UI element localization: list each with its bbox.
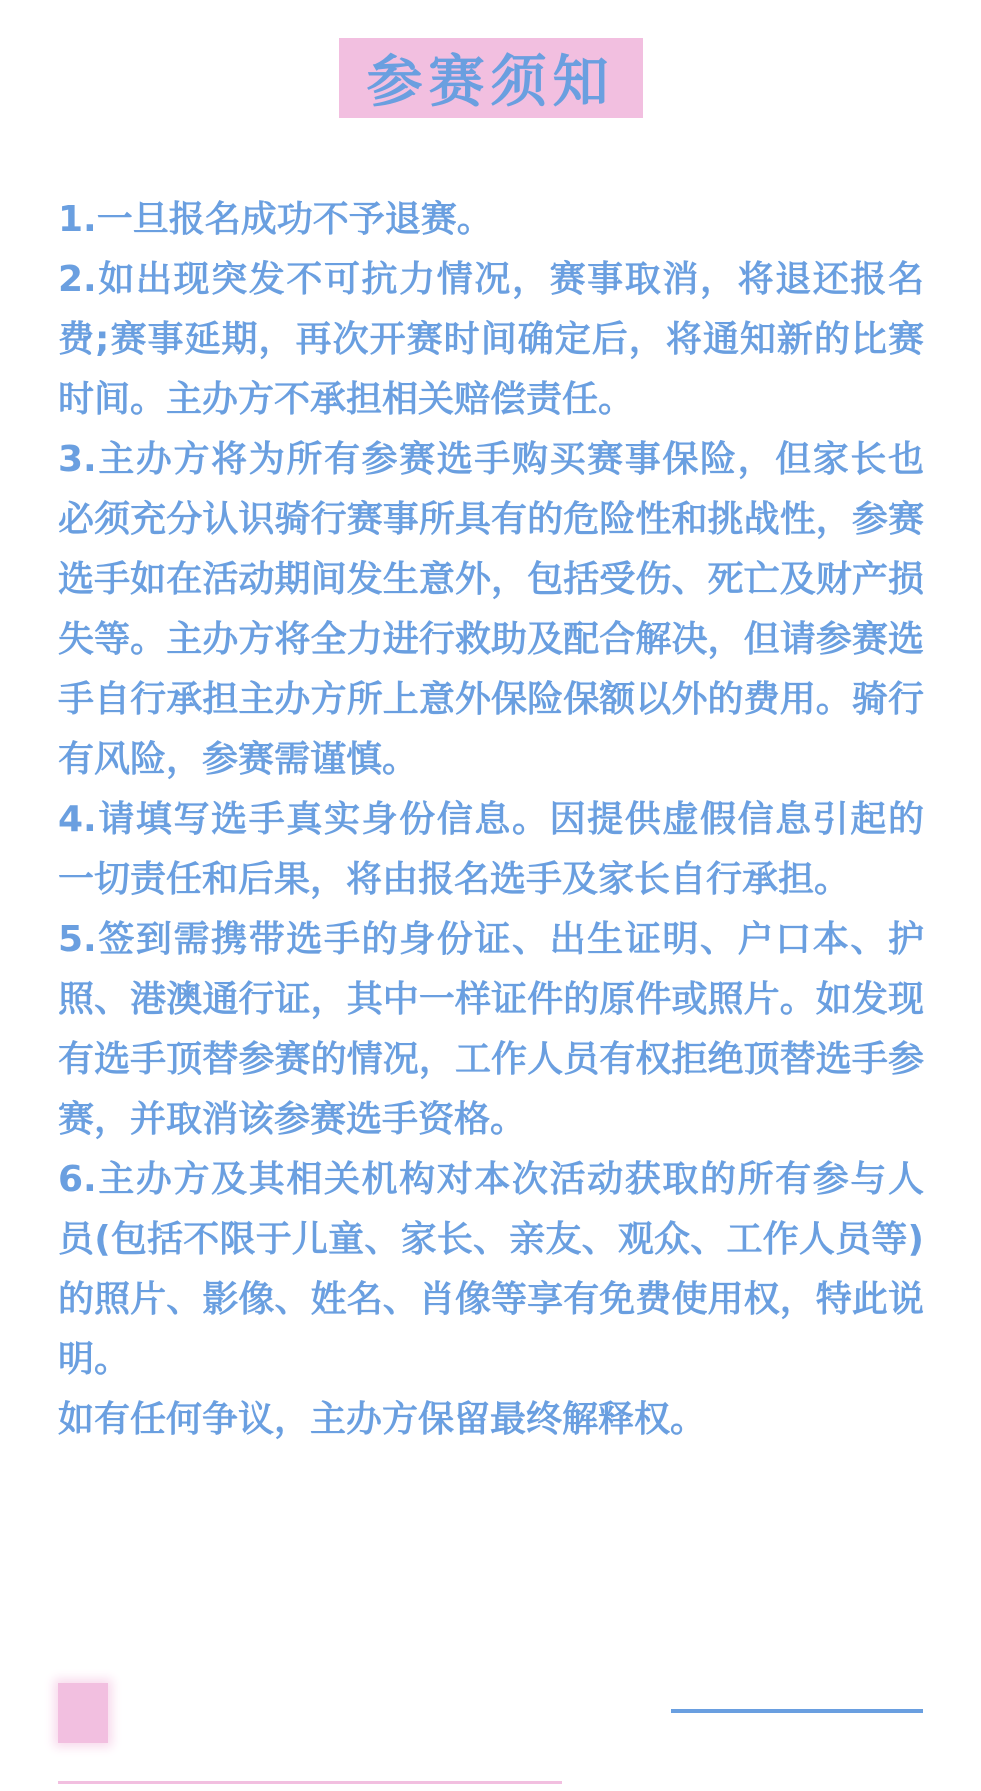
notice-item-1: 1.一旦报名成功不予退赛。 xyxy=(58,199,493,240)
notice-item-4: 4.请填写选手真实身份信息。因提供虚假信息引起的一切责任和后果，将由报名选手及家长自行承担。 xyxy=(58,799,924,900)
notice-list xyxy=(58,190,924,1450)
page-title: 参赛须知 xyxy=(366,50,615,115)
title-section xyxy=(0,38,981,118)
notice-item-2: 2.如出现突发不可抗力情况，赛事取消，将退还报名费;赛事延期，再次开赛时间确定后，将通知新的比赛时间。主办方不承担相关赔偿责任。 xyxy=(58,259,924,420)
notice-item-6: 6.主办方及其相关机构对本次活动获取的所有参与人员(包括不限于儿童、家长、亲友、观众、工作人员等)的照片、影像、姓名、肖像等享有免费使用权，特此说明。 xyxy=(58,1159,924,1380)
notice-closing: 如有任何争议，主办方保留最终解释权。 xyxy=(58,1399,707,1440)
notice-item-5: 5.签到需携带选手的身份证、出生证明、户口本、护照、港澳通行证，其中一样证件的原件或照片。如发现有选手顶替参赛的情况，工作人员有权拒绝顶替选手参赛，并取消该参赛选手资格。 xyxy=(58,919,924,1140)
decorative-blue-line xyxy=(671,1709,923,1713)
title-banner xyxy=(339,38,643,118)
notice-item-3: 3.主办方将为所有参赛选手购买赛事保险，但家长也必须充分认识骑行赛事所具有的危险性和挑战性，参赛选手如在活动期间发生意外，包括受伤、死亡及财产损失等。主办方将全力进行救助及配合解决，但请参赛选手自行承担主办方所上意外保险保额以外的费用。骑行有风险，参赛需谨慎。 xyxy=(58,439,924,780)
decorative-pink-square xyxy=(58,1683,108,1743)
decorative-pink-line xyxy=(58,1781,562,1784)
